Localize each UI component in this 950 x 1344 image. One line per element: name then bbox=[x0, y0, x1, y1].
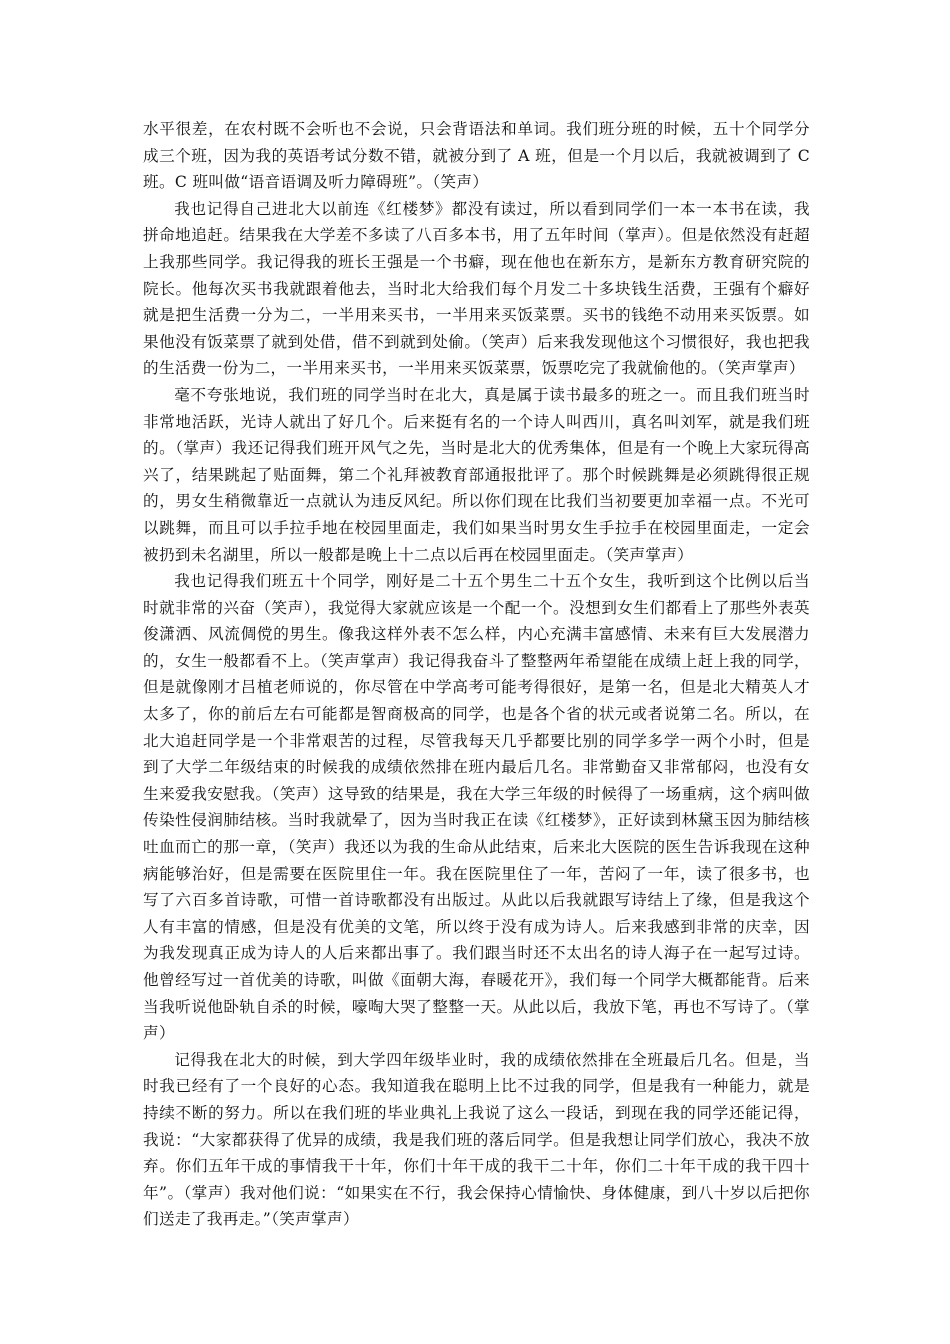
document-body bbox=[143, 116, 810, 1233]
paragraph-4: 我也记得我们班五十个同学，刚好是二十五个男生二十五个女生，我听到这个比例以后当时就非常的兴奋（笑声），我觉得大家就应该是一个配一个。没想到女生们都看上了那些外表英俊潇洒、风流倜傥的男生。像我这样外表不怎么样，内心充满丰富感情、未来有巨大发展潜力的，女生一般都看不上。（笑声掌声）我记得我奋斗了整整两年希望能在成绩上赶上我的同学，但是就像刚才吕植老师说的，你尽管在中学高考可能考得很好，是第一名，但是北大精英人才太多了，你的前后左右可能都是智商极高的同学，也是各个省的状元或者说第二名。所以，在北大追赶同学是一个非常艰苦的过程，尽管我每天几乎都要比别的同学多学一两个小时，但是到了大学二年级结束的时候我的成绩依然排在班内最后几名。非常勤奋又非常郁闷，也没有女生来爱我安慰我。（笑声）这导致的结果是，我在大学三年级的时候得了一场重病，这个病叫做传染性侵润肺结核。当时我就晕了，因为当时我正在读《红楼梦》，正好读到林黛玉因为肺结核吐血而亡的那一章，（笑声）我还以为我的生命从此结束，后来北大医院的医生告诉我现在这种病能够治好，但是需要在医院里住一年。我在医院里住了一年，苦闷了一年，读了很多书，也写了六百多首诗歌，可惜一首诗歌都没有出版过。从此以后我就跟写诗结上了缘，但是我这个人有丰富的情感，但是没有优美的文笔，所以终于没有成为诗人。后来我感到非常的庆幸，因为我发现真正成为诗人的人后来都出事了。我们跟当时还不太出名的诗人海子在一起写过诗。他曾经写过一首优美的诗歌，叫做《面朝大海，春暖花开》，我们每一个同学大概都能背。后来当我听说他卧轨自杀的时候，嚎啕大哭了整整一天。从此以后，我放下笔，再也不写诗了。（掌声） bbox=[143, 572, 810, 1043]
paragraph-2: 我也记得自己进北大以前连《红楼梦》都没有读过，所以看到同学们一本一本书在读，我拼命地追赶。结果我在大学差不多读了八百多本书，用了五年时间（掌声）。但是依然没有赶超上我那些同学。我记得我的班长王强是一个书癖，现在他也在新东方，是新东方教育研究院的院长。他每次买书我就跟着他去，当时北大给我们每个月发二十多块钱生活费，王强有个癖好就是把生活费一分为二，一半用来买书，一半用来买饭菜票。买书的钱绝不动用来买饭票。如果他没有饭菜票了就到处借，借不到就到处偷。（笑声）后来我发现他这个习惯很好，我也把我的生活费一份为二，一半用来买书，一半用来买饭菜票，饭票吃完了我就偷他的。（笑声掌声） bbox=[143, 199, 810, 378]
paragraph-3: 毫不夸张地说，我们班的同学当时在北大，真是属于读书最多的班之一。而且我们班当时非常地活跃，光诗人就出了好几个。后来挺有名的一个诗人叫西川，真名叫刘军，就是我们班的。（掌声）我还记得我们班开风气之先，当时是北大的优秀集体，但是有一个晚上大家玩得高兴了，结果跳起了贴面舞，第二个礼拜被教育部通报批评了。那个时候跳舞是必须跳得很正规的，男女生稍微靠近一点就认为违反风纪。所以你们现在比我们当初要更加幸福一点。不光可以跳舞，而且可以手拉手地在校园里面走，我们如果当时男女生手拉手在校园里面走，一定会被扔到未名湖里，所以一般都是晚上十二点以后再在校园里面走。（笑声掌声） bbox=[143, 385, 810, 564]
paragraph-1: 水平很差，在农村既不会听也不会说，只会背语法和单词。我们班分班的时候，五十个同学分成三个班，因为我的英语考试分数不错，就被分到了 A 班，但是一个月以后，我就被调到了 C 班。C 班叫做“语音语调及听力障碍班”。（笑声） bbox=[143, 120, 810, 192]
paragraph-5: 记得我在北大的时候，到大学四年级毕业时，我的成绩依然排在全班最后几名。但是，当时我已经有了一个良好的心态。我知道我在聪明上比不过我的同学，但是我有一种能力，就是持续不断的努力。所以在我们班的毕业典礼上我说了这么一段话，到现在我的同学还能记得，我说：“大家都获得了优异的成绩，我是我们班的落后同学。但是我想让同学们放心，我决不放弃。你们五年干成的事情我干十年，你们十年干成的我干二十年，你们二十年干成的我干四十年”。（掌声）我对他们说：“如果实在不行，我会保持心情愉快、身体健康，到八十岁以后把你们送走了我再走。”（笑声掌声） bbox=[143, 1050, 810, 1229]
